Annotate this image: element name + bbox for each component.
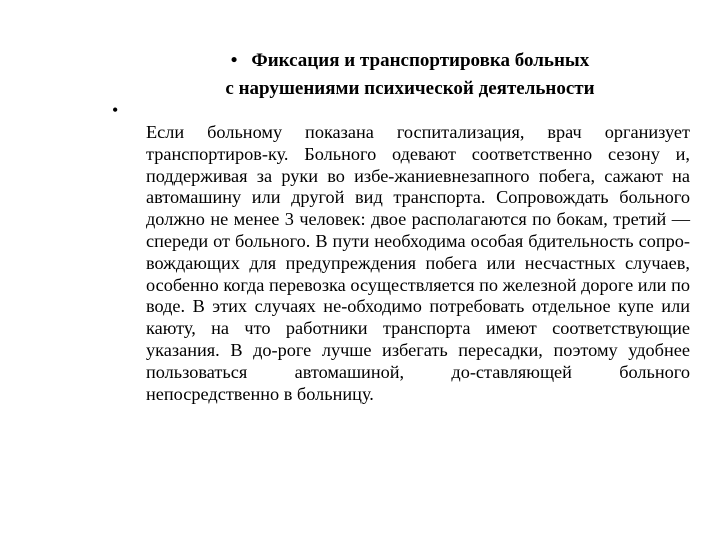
body-paragraph: Если больному показана госпитализация, врач организует транспортиров-ку. Больного одевают соответственно сезону и, поддерживая за руки во избе-жаниевнезапного побега, сажают на автомашину или другой вид транспорта. Сопровождать больного должно не менее 3 человек: двое располагаются по бокам, третий — спереди от больного. В пути необходима особая бдительность сопро-вождающих для предупреждения побега или несчастных случаев, особенно когда перевозка осуществляется по железной дороге или по воде. В этих случаях не-обходимо потребовать отдельное купе или каюту, на что работники транспорта имеют соответствующие указания. В до-роге лучше избегать пересадки, поэтому удобнее пользоваться автомашиной, до-ставляющей больного непосредственно в больницу. <box>146 122 690 404</box>
slide-title <box>150 47 670 103</box>
slide-title-line-1 <box>150 47 670 75</box>
title-text-line-2: с нарушениями психической деятельности <box>225 78 595 99</box>
title-text-line-1: Фиксация и транспортировка больных <box>251 50 590 71</box>
body-bullet-icon: • <box>112 100 119 120</box>
title-bullet-icon: • <box>230 50 238 71</box>
